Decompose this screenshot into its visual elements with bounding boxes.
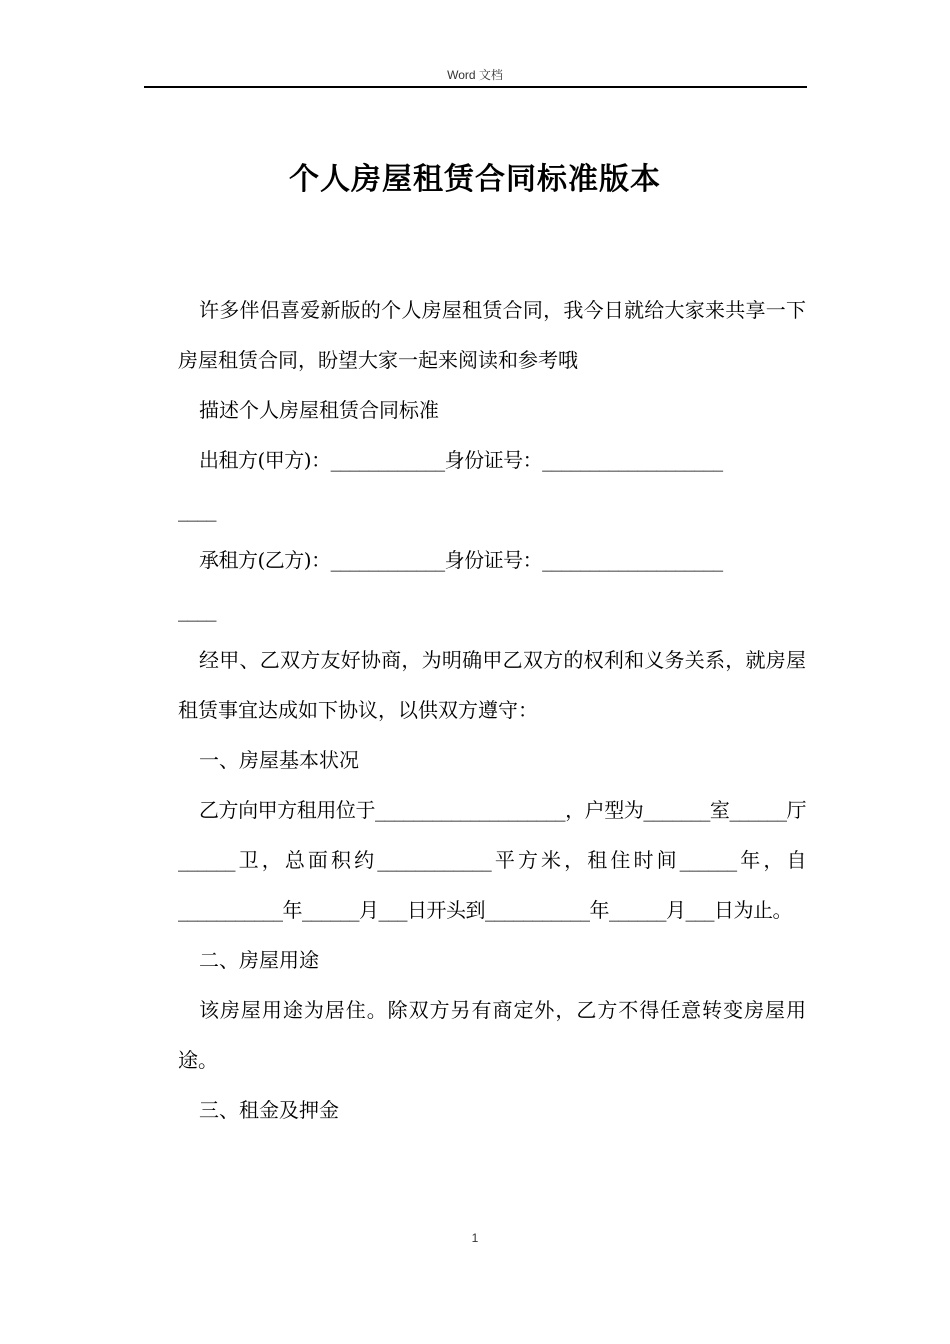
page-header: Word 文档 (447, 68, 503, 82)
subtitle-line: 描述个人房屋租赁合同标准 (199, 398, 439, 422)
property-details-paragraph: 乙方向甲方租用位于____________________，户型为_______室______厅______卫，总面积约____________平方米，租住时间______年，自___________年______月___日开头到___________年______月___日为止。 (178, 798, 806, 922)
lessor-line: 出租方(甲方)：____________身份证号：___________________ (199, 448, 723, 472)
section-heading-3: 三、租金及押金 (199, 1098, 339, 1122)
lessee-line: 承租方(乙方)：____________身份证号：___________________ (199, 548, 723, 572)
lessee-id-continuation: ____ (178, 598, 216, 622)
section-heading-2: 二、房屋用途 (199, 948, 319, 972)
agreement-paragraph: 经甲、乙双方友好协商，为明确甲乙双方的权利和义务关系，就房屋租赁事宜达成如下协议，以供双方遵守： (178, 648, 806, 722)
usage-paragraph: 该房屋用途为居住。除双方另有商定外，乙方不得任意转变房屋用途。 (178, 998, 806, 1072)
page-number: 1 (471, 1231, 479, 1245)
document-body (178, 285, 806, 1135)
lessor-id-continuation: ____ (178, 498, 216, 522)
intro-paragraph: 许多伴侣喜爱新版的个人房屋租赁合同，我今日就给大家来共享一下房屋租赁合同，盼望大家一起来阅读和参考哦 (178, 298, 806, 372)
header-divider (144, 86, 807, 88)
document-title: 个人房屋租赁合同标准版本 (289, 162, 661, 197)
section-heading-1: 一、房屋基本状况 (199, 748, 359, 772)
